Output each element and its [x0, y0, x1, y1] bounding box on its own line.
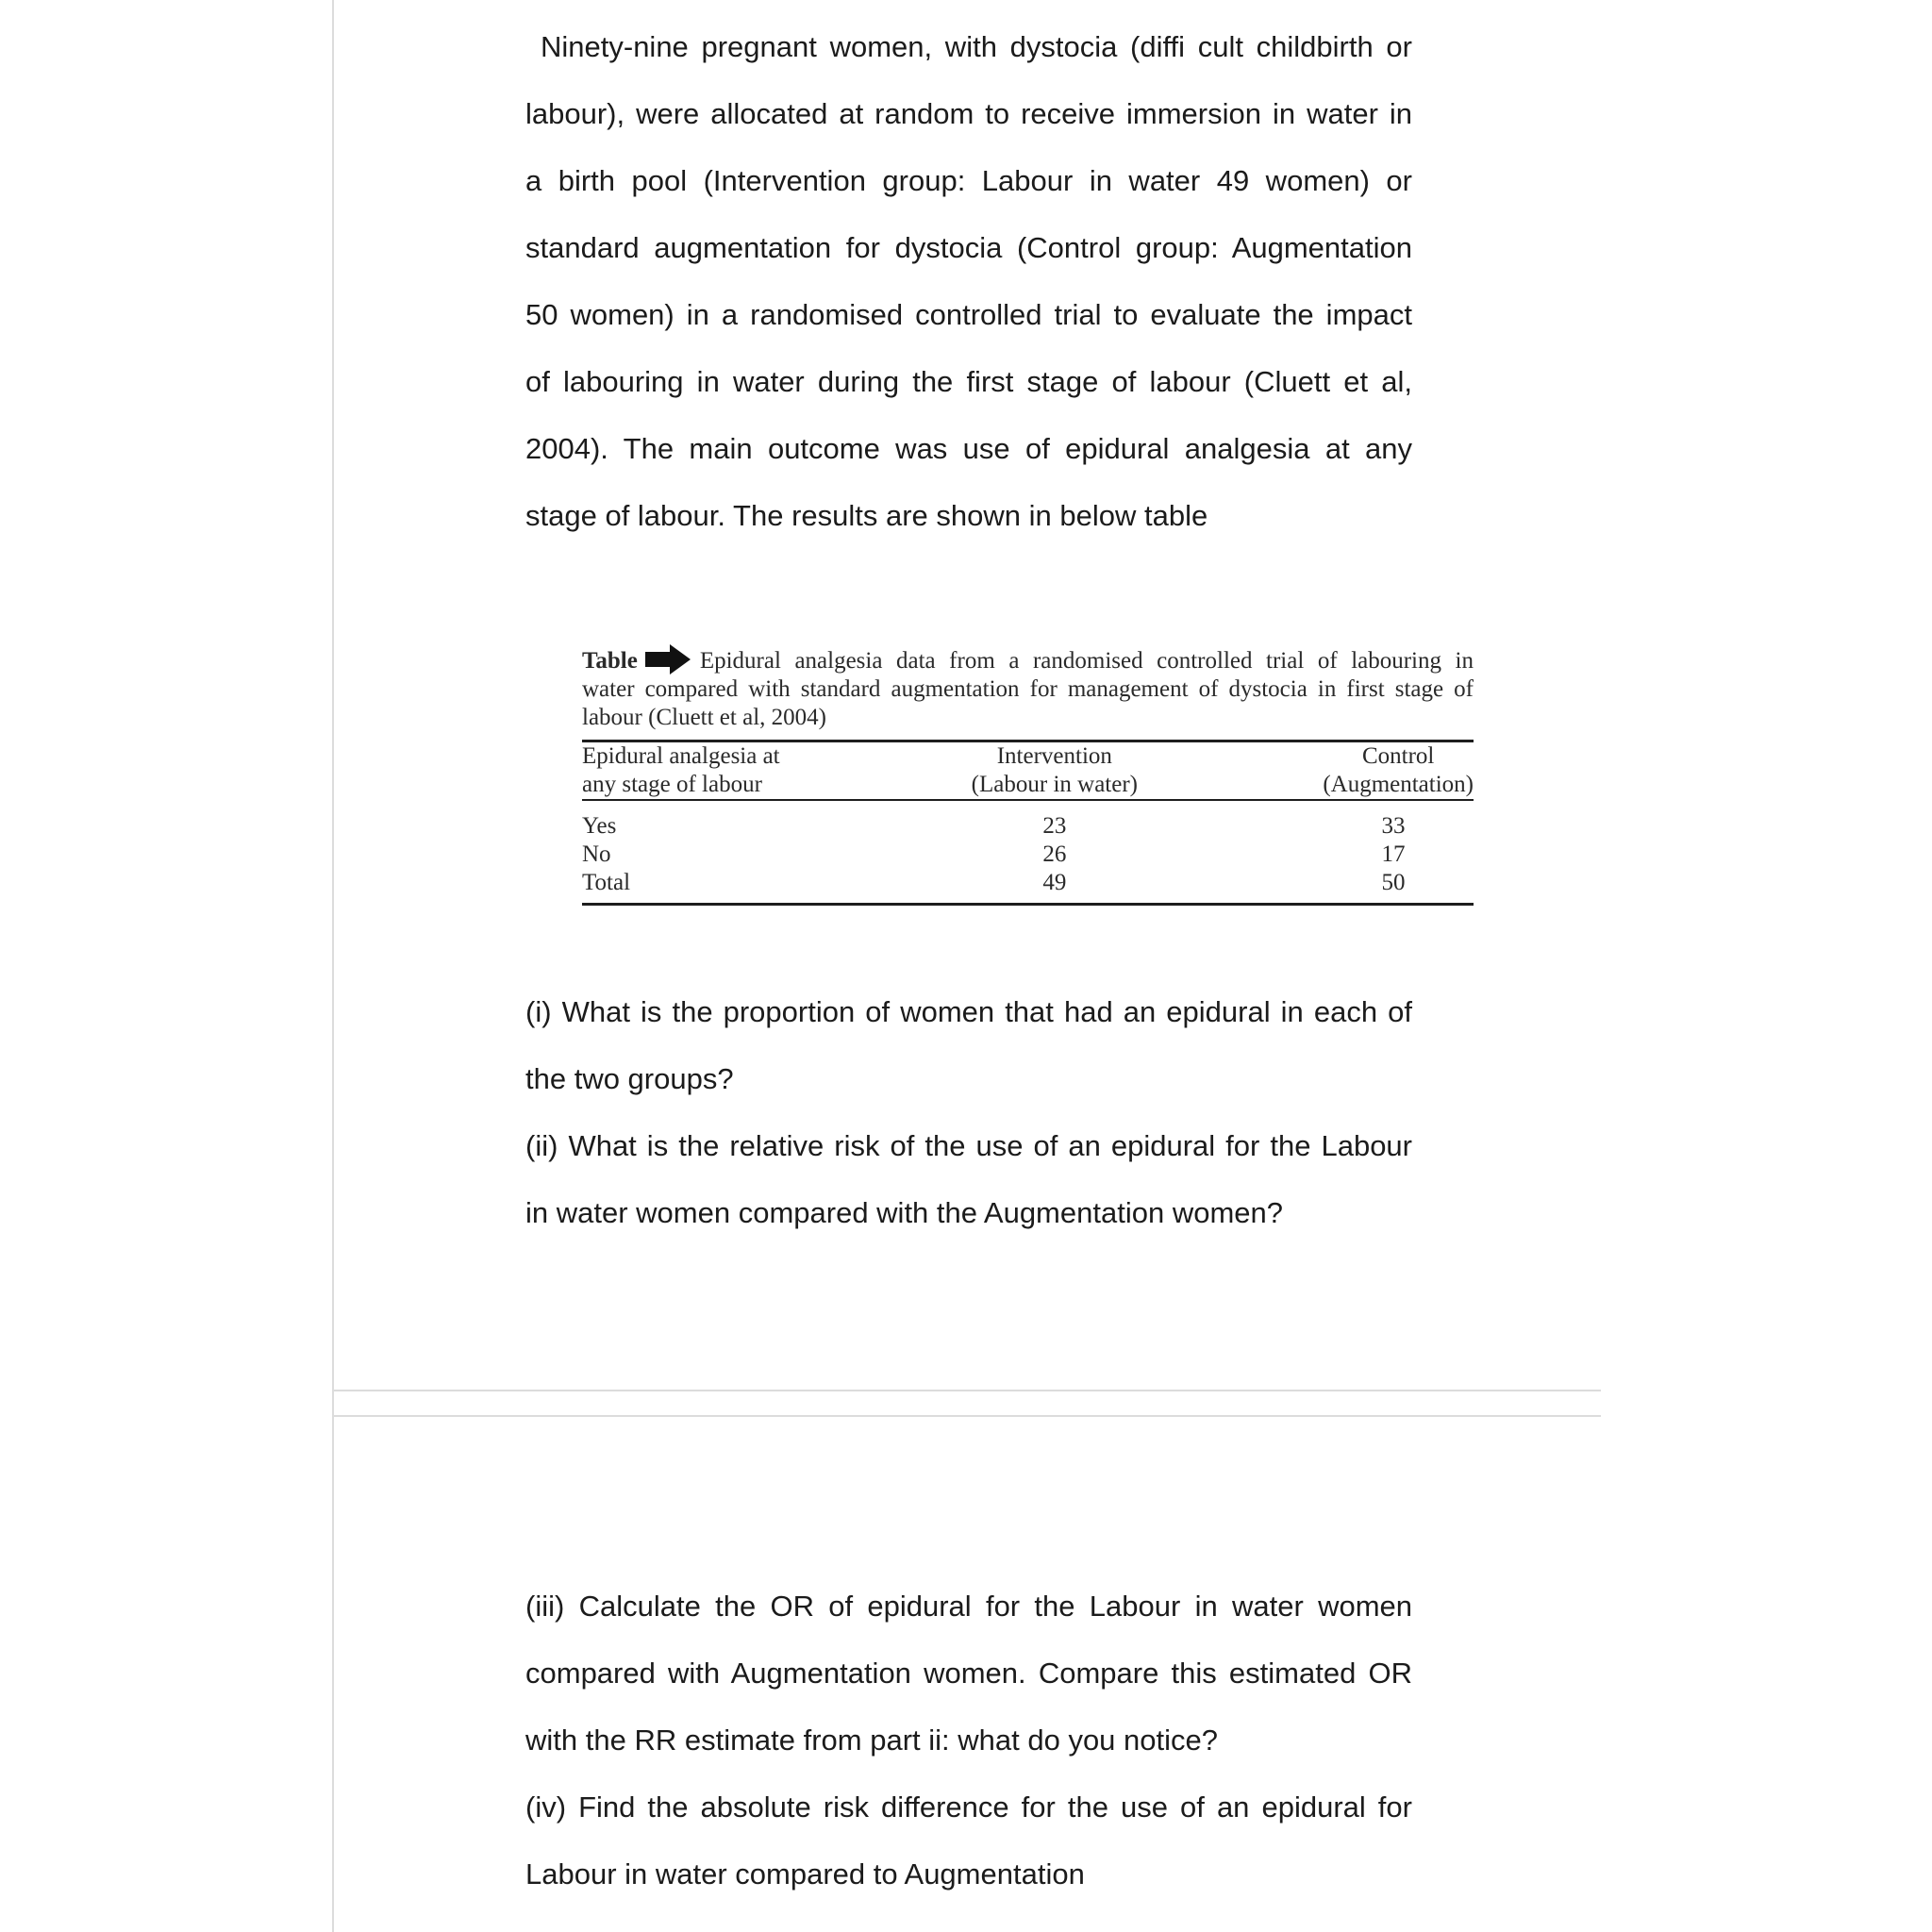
intro-line: labour), were allocated at random to receive immersion in water in [525, 97, 1412, 130]
data-table-body [582, 812, 1474, 897]
intro-line: of labouring in water during the first stage of labour (Cluett et al, [525, 365, 1412, 398]
table-bottom-rule [582, 903, 1474, 906]
caption-line: labour (Cluett et al, 2004) [582, 705, 826, 730]
row-label: No [582, 841, 611, 867]
intro-line: Ninety-nine pregnant women, with dystocia (diffi cult childbirth or [541, 30, 1412, 63]
question-line: (iv) Find the absolute risk difference for the use of an epidural for [525, 1790, 1412, 1824]
cell-intervention: 23 [1042, 813, 1067, 839]
question-line: compared with Augmentation women. Compare this estimated OR [525, 1657, 1412, 1690]
question-line: (iii) Calculate the OR of epidural for the Labour in water women [525, 1590, 1412, 1623]
questions-part1 [525, 978, 1412, 1246]
data-table [582, 742, 1474, 799]
row-label: Total [582, 870, 631, 895]
intro-line: 50 women) in a randomised controlled trial to evaluate the impact [525, 298, 1412, 331]
table-caption [582, 643, 1474, 732]
page-bottom-edge [332, 1390, 1601, 1391]
cell-intervention: 49 [1042, 870, 1067, 895]
table-header-rule [582, 799, 1474, 801]
caption-line: Epidural analgesia data from a randomised controlled trial of labouring in [699, 648, 1474, 674]
epidural-table [582, 643, 1474, 906]
row-label: Yes [582, 813, 617, 839]
table-row [582, 869, 1474, 897]
cell-control: 33 [1381, 813, 1406, 839]
arrow-right-icon [643, 643, 692, 675]
question-line: (ii) What is the relative risk of the use of an epidural for the Labour [525, 1129, 1412, 1162]
intro-line: a birth pool (Intervention group: Labour in water 49 women) or [525, 164, 1412, 197]
intro-line: 2004). The main outcome was use of epidural analgesia at any [525, 432, 1412, 465]
header-control: Control (Augmentation) [1323, 743, 1474, 797]
question-line: with the RR estimate from part ii: what do you notice? [525, 1724, 1218, 1757]
header-intervention: Intervention (Labour in water) [971, 743, 1138, 797]
intro-line: standard augmentation for dystocia (Control group: Augmentation [525, 231, 1412, 264]
page-top-edge [332, 1415, 1601, 1417]
caption-line: water compared with standard augmentation for management of dystocia in first stage of [582, 676, 1474, 702]
table-row [582, 841, 1474, 869]
cell-control: 17 [1381, 841, 1406, 867]
question-line: (i) What is the proportion of women that had an epidural in each of [525, 995, 1412, 1028]
cell-intervention: 26 [1042, 841, 1067, 867]
question-line: in water women compared with the Augmentation women? [525, 1196, 1283, 1229]
caption-label: Table [582, 648, 638, 674]
question-line: the two groups? [525, 1062, 734, 1095]
intro-paragraph [525, 13, 1412, 549]
table-row [582, 812, 1474, 841]
intro-line: stage of labour. The results are shown in below table [525, 499, 1208, 532]
cell-control: 50 [1381, 870, 1406, 895]
questions-part2 [525, 1573, 1412, 1907]
page-left-border [332, 0, 334, 1932]
question-line: Labour in water compared to Augmentation [525, 1857, 1085, 1890]
header-outcome: Epidural analgesia at any stage of labour [582, 743, 780, 797]
